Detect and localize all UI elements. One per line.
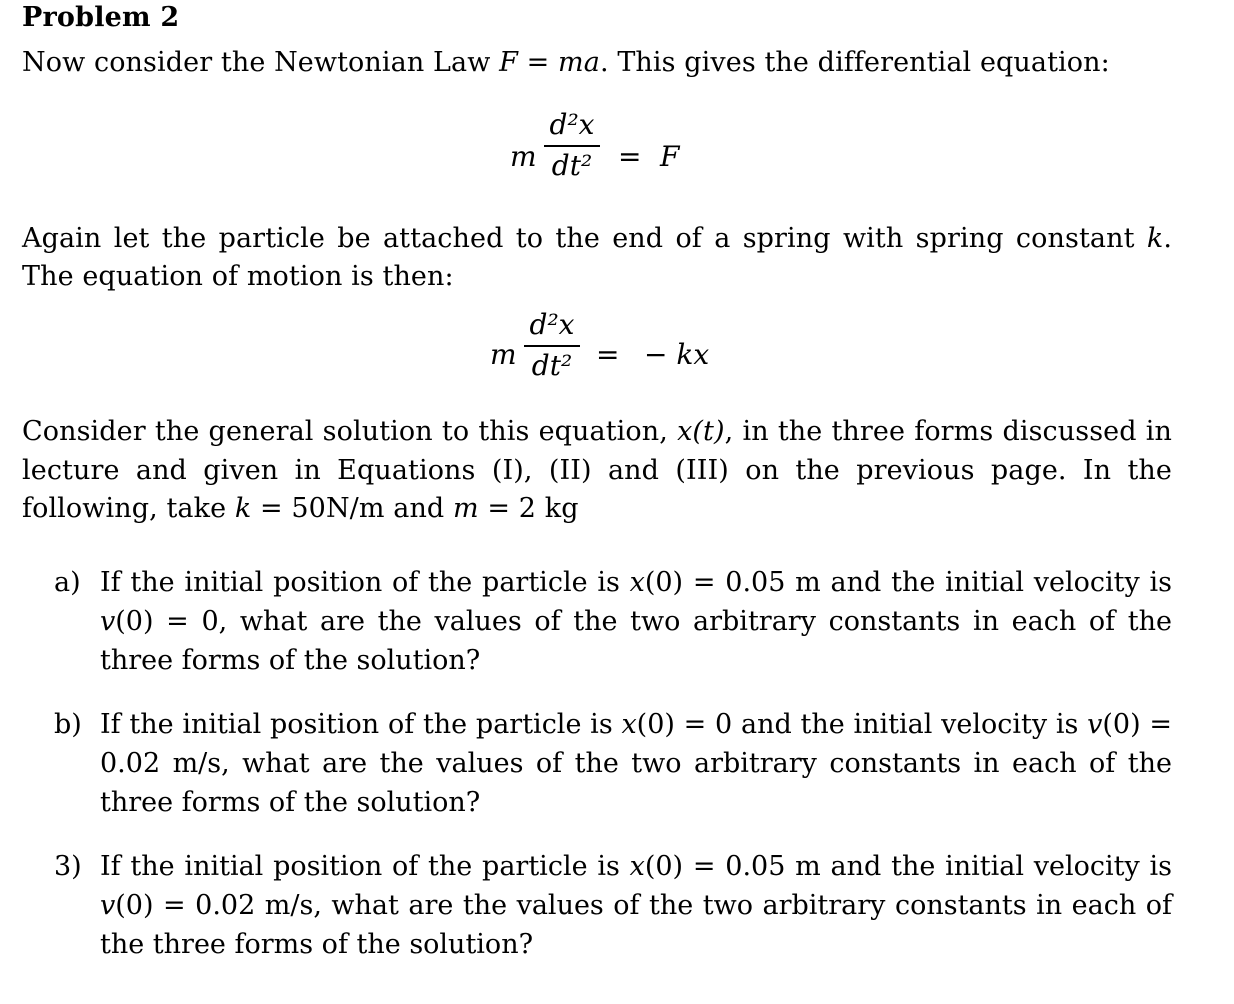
equation-2-numerator: d²x — [529, 308, 575, 341]
consider-text-1: Consider the general solution to this equation, — [22, 416, 678, 447]
solution-function: x(t) — [677, 416, 725, 447]
problem-title: Problem 2 — [22, 2, 180, 33]
velocity-symbol: v — [100, 606, 116, 637]
spring-paragraph — [22, 220, 1172, 296]
question-3-part-3: (0) = 0.02 m/s, what are the values of the two arbitrary constants in each of the three forms of the solution? — [100, 890, 1172, 960]
equation-1-rhs: F — [660, 140, 680, 173]
equation-2-denominator: dt² — [531, 348, 573, 382]
spring-text-after: . The equation of motion is then: — [22, 223, 1172, 292]
equation-2-equals: = — [596, 338, 620, 371]
position-symbol: x — [621, 709, 637, 740]
intro-paragraph — [22, 44, 1172, 82]
question-3-text — [100, 847, 1172, 964]
position-symbol: x — [629, 567, 645, 598]
question-3-part-1: If the initial position of the particle is — [100, 851, 630, 882]
k-value: = 50N/m and — [251, 493, 454, 524]
question-a-part-1: If the initial position of the particle is — [100, 567, 630, 598]
general-solution-paragraph — [22, 413, 1172, 529]
intro-text-before: Now consider the Newtonian Law — [22, 47, 500, 78]
velocity-symbol: v — [1087, 709, 1103, 740]
question-a-text — [100, 563, 1172, 680]
question-b — [54, 705, 1172, 822]
newton-law: F = ma — [499, 47, 600, 78]
equation-1-fraction — [544, 108, 600, 182]
question-b-part-3: (0) = 0.02 m/s, what are the values of the two arbitrary constants in each of the three forms of the solution? — [100, 709, 1172, 818]
question-a-part-2: (0) = 0.05 m and the initial velocity is — [644, 567, 1172, 598]
question-3-part-2: (0) = 0.05 m and the initial velocity is — [644, 851, 1172, 882]
equation-1-mass: m — [510, 140, 537, 173]
equation-2-rhs: − kx — [644, 338, 710, 371]
k-symbol: k — [234, 493, 252, 524]
velocity-symbol: v — [100, 890, 116, 921]
fraction-bar — [544, 145, 600, 147]
equation-2-mass: m — [490, 338, 517, 371]
position-symbol: x — [629, 851, 645, 882]
m-symbol: m — [453, 493, 479, 524]
consider-text-2: , in the three forms discussed in lecture and given in Equations (I), (II) and (III) on the previous page. In the following, take — [22, 416, 1173, 524]
equation-2 — [0, 308, 1234, 398]
equation-1-equals: = — [618, 140, 642, 173]
question-a — [54, 563, 1172, 680]
equation-1-numerator: d²x — [549, 108, 595, 141]
equation-1-denominator: dt² — [551, 148, 593, 182]
question-b-part-2: (0) = 0 and the initial velocity is — [636, 709, 1088, 740]
intro-text-after: . This gives the differential equation: — [599, 47, 1110, 78]
equation-1 — [0, 108, 1234, 198]
question-a-label: a) — [54, 567, 81, 598]
question-3 — [54, 847, 1172, 964]
question-3-label: 3) — [54, 851, 82, 882]
question-a-part-3: (0) = 0, what are the values of the two arbitrary constants in each of the three forms of the solution? — [100, 606, 1172, 676]
spring-constant-symbol: k — [1146, 223, 1164, 254]
spring-text: Again let the particle be attached to the end of a spring with spring constant — [22, 223, 1147, 254]
m-value: = 2 kg — [478, 493, 579, 524]
equation-2-fraction — [524, 308, 580, 382]
question-b-text — [100, 705, 1172, 822]
question-b-part-1: If the initial position of the particle is — [100, 709, 622, 740]
fraction-bar — [524, 345, 580, 347]
question-b-label: b) — [54, 709, 82, 740]
